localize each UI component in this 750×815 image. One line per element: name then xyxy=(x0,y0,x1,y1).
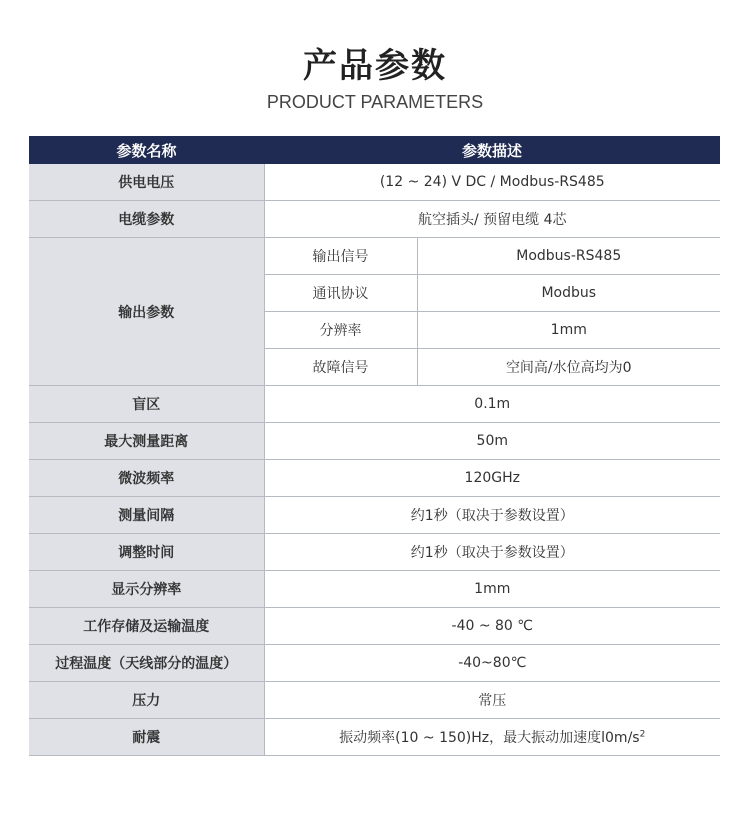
sub-param-value: 1mm xyxy=(417,312,720,349)
param-name: 供电电压 xyxy=(29,164,264,201)
param-name: 过程温度（天线部分的温度） xyxy=(29,645,264,682)
table-row xyxy=(29,164,720,201)
param-value: (12 ~ 24) V DC / Modbus-RS485 xyxy=(264,164,720,201)
sub-param-value: 空间高/水位高均为0 xyxy=(417,349,720,386)
param-value: 1mm xyxy=(264,571,720,608)
table-row xyxy=(29,571,720,608)
param-value: -40~80℃ xyxy=(264,645,720,682)
param-value: 50m xyxy=(264,423,720,460)
sub-param-value: Modbus-RS485 xyxy=(417,238,720,275)
table-row xyxy=(29,682,720,719)
column-header-name: 参数名称 xyxy=(29,136,264,164)
table-header-row xyxy=(29,136,720,164)
param-name: 盲区 xyxy=(29,386,264,423)
param-name: 调整时间 xyxy=(29,534,264,571)
table-row xyxy=(29,201,720,238)
param-value: 120GHz xyxy=(264,460,720,497)
param-value: 0.1m xyxy=(264,386,720,423)
column-header-description: 参数描述 xyxy=(264,136,720,164)
param-name: 工作存储及运输温度 xyxy=(29,608,264,645)
param-name: 压力 xyxy=(29,682,264,719)
table-row xyxy=(29,423,720,460)
vibration-value-text: 振动频率(10 ~ 150)Hz，最大振动加速度l0m/s xyxy=(339,730,640,746)
param-name: 显示分辨率 xyxy=(29,571,264,608)
param-value: 约1秒（取决于参数设置） xyxy=(264,534,720,571)
table-row xyxy=(29,386,720,423)
table-row xyxy=(29,238,720,275)
param-name: 电缆参数 xyxy=(29,201,264,238)
table-row xyxy=(29,534,720,571)
param-name: 测量间隔 xyxy=(29,497,264,534)
table-row xyxy=(29,645,720,682)
table-row xyxy=(29,719,720,756)
sub-param-label: 分辨率 xyxy=(264,312,417,349)
superscript-exponent: 2 xyxy=(639,729,646,740)
param-value: 航空插头/ 预留电缆 4芯 xyxy=(264,201,720,238)
param-name: 耐震 xyxy=(29,719,264,756)
table-row xyxy=(29,460,720,497)
page-title: 产品参数 xyxy=(303,46,447,86)
page-subtitle: PRODUCT PARAMETERS xyxy=(266,92,484,112)
sub-param-label: 故障信号 xyxy=(264,349,417,386)
param-value: 常压 xyxy=(264,682,720,719)
param-value xyxy=(264,719,720,756)
sub-param-label: 输出信号 xyxy=(264,238,417,275)
param-name: 输出参数 xyxy=(29,238,264,386)
param-value: -40 ~ 80 ℃ xyxy=(264,608,720,645)
param-name: 微波频率 xyxy=(29,460,264,497)
param-name: 最大测量距离 xyxy=(29,423,264,460)
param-value: 约1秒（取决于参数设置） xyxy=(264,497,720,534)
table-row xyxy=(29,497,720,534)
parameters-table xyxy=(29,136,720,756)
table-row xyxy=(29,608,720,645)
sub-param-label: 通讯协议 xyxy=(264,275,417,312)
sub-param-value: Modbus xyxy=(417,275,720,312)
